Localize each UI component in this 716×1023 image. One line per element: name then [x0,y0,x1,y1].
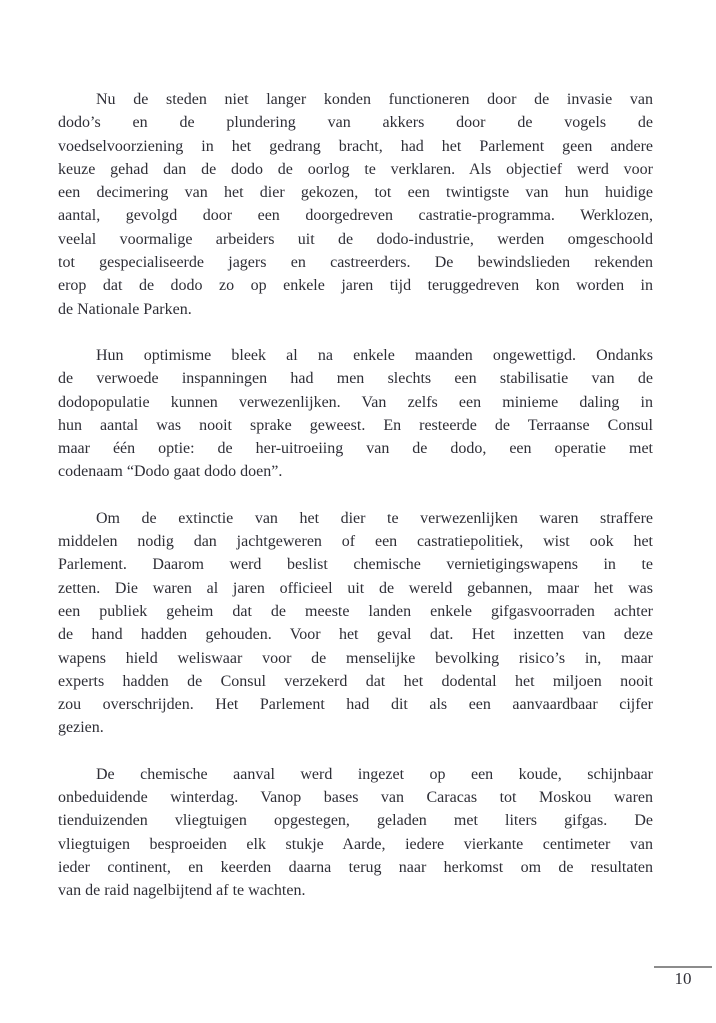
text-line: Hun optimisme bleek al na enkele maanden ongewettigd. Ondanks [96,346,653,364]
text-line: vliegtuigen besproeiden elk stukje Aarde, iedere vierkante centimeter van [58,835,653,853]
text-line: De chemische aanval werd ingezet op een koude, schijnbaar [96,765,653,783]
paragraph [58,763,653,903]
text-line: een publiek geheim dat de meeste landen enkele gifgasvoorraden achter [58,602,653,620]
page-number: 10 [674,969,692,988]
text-line: Parlement. Daarom werd beslist chemische vernietigingswapens in te [58,556,653,574]
text-line: gezien. [58,719,104,737]
text-line: dodo’s en de plundering van akkers door de vogels de [58,114,653,132]
text-line: zou overschrijden. Het Parlement had dit als een aanvaardbaar cijfer [58,696,653,714]
footer-rule [654,966,712,968]
text-line: voedselvoorziening in het gedrang bracht, had het Parlement geen andere [58,137,653,155]
text-line: dodopopulatie kunnen verwezenlijken. Van zelfs een minieme daling in [58,393,653,411]
text-line: van de raid nagelbijtend af te wachten. [58,882,306,900]
text-line: aantal, gevolgd door een doorgedreven castratie-programma. Werklozen, [58,207,653,225]
text-line: Om de extinctie van het dier te verwezenlijken waren straffere [96,509,653,527]
text-line: middelen nodig dan jachtgeweren of een castratiepolitiek, wist ook het [58,533,653,551]
text-line: wapens hield weliswaar voor de menselijke bevolking risico’s in, maar [58,649,653,667]
text-line: tot gespecialiseerde jagers en castreerders. De bewindslieden rekenden [58,254,653,272]
text-line: experts hadden de Consul verzekerd dat het dodental het miljoen nooit [58,672,653,690]
text-line: tienduizenden vliegtuigen opgestegen, geladen met liters gifgas. De [58,812,653,830]
text-line: maar één optie: de her-uitroeiing van de dodo, een operatie met [58,440,653,458]
page-footer [654,966,712,989]
text-line: erop dat de dodo zo op enkele jaren tijd teruggedreven kon worden in [58,277,653,295]
text-line: hun aantal was nooit sprake geweest. En resteerde de Terraanse Consul [58,416,653,434]
paragraph [58,507,653,740]
paragraph [58,88,653,321]
text-line: ieder continent, en keerden daarna terug naar herkomst om de resultaten [58,858,653,876]
text-line: de verwoede inspanningen had men slechts een stabilisatie van de [58,370,653,388]
text-line: de hand hadden gehouden. Voor het geval dat. Het inzetten van deze [58,626,653,644]
text-line: codenaam “Dodo gaat dodo doen”. [58,463,283,481]
paragraph [58,344,653,484]
text-line: de Nationale Parken. [58,300,192,318]
text-line: een decimering van het dier gekozen, tot een twintigste van hun huidige [58,184,653,202]
text-line: onbeduidende winterdag. Vanop bases van Caracas tot Moskou waren [58,789,653,807]
text-line: veelal voormalige arbeiders uit de dodo-industrie, werden omgeschoold [58,230,653,248]
text-line: Nu de steden niet langer konden functioneren door de invasie van [96,91,653,108]
text-line: keuze gehad dan de dodo de oorlog te verklaren. Als objectief werd voor [58,160,653,178]
text-line: zetten. Die waren al jaren officieel uit de wereld gebannen, maar het was [58,579,653,597]
page-body [58,88,653,903]
